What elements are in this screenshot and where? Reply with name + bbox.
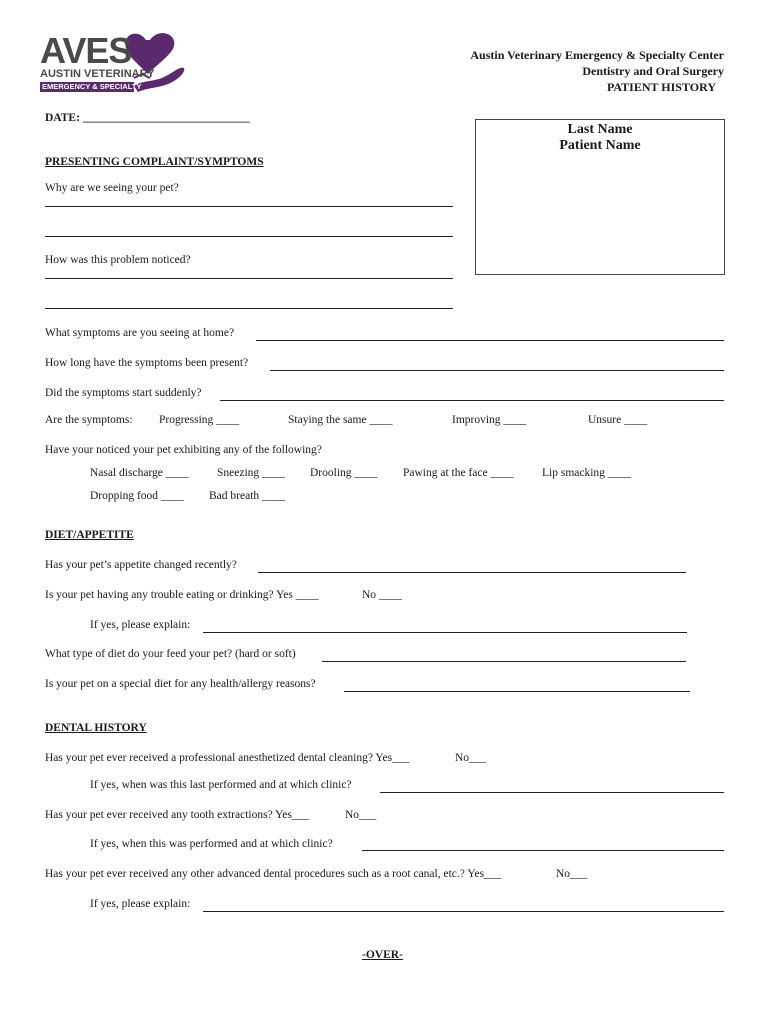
symptom-pawing[interactable]: Pawing at the face ____ [403,467,514,479]
cleaning-when-line[interactable] [380,792,724,793]
symptom-dropping-food[interactable]: Dropping food ____ [90,490,184,502]
logo-line2: EMERGENCY & SPECIALTY [42,82,142,91]
why-seeing-question: Why are we seeing your pet? [45,182,179,194]
trouble-eating-question[interactable]: Is your pet having any trouble eating or drinking? Yes ____ [45,589,319,601]
trouble-eating-no[interactable]: No ____ [362,589,402,601]
symptoms-home-line[interactable] [256,340,724,341]
presenting-heading: PRESENTING COMPLAINT/SYMPTOMS [45,156,264,168]
extractions-when-question: If yes, when this was performed and at which clinic? [90,838,333,850]
trouble-explain-line[interactable] [203,632,687,633]
logo-line1: AUSTIN VETERINARY [40,68,155,80]
aves-logo [38,30,190,96]
how-noticed-line-1[interactable] [45,278,453,279]
option-staying-same[interactable]: Staying the same ____ [288,414,393,426]
special-diet-line[interactable] [344,691,690,692]
diet-heading: DIET/APPETITE [45,529,134,541]
option-progressing[interactable]: Progressing ____ [159,414,240,426]
dental-cleaning-no[interactable]: No___ [455,752,487,764]
logo-main-text: AVES [40,30,132,71]
extractions-no[interactable]: No___ [345,809,377,821]
cleaning-when-question: If yes, when was this last performed and at which clinic? [90,779,352,791]
extractions-question[interactable]: Has your pet ever received any tooth extractions? Yes___ [45,809,310,821]
option-unsure[interactable]: Unsure ____ [588,414,648,426]
header-form-title: PATIENT HISTORY [606,80,716,94]
why-seeing-line-1[interactable] [45,206,453,207]
dental-cleaning-question[interactable]: Has your pet ever received a professional anesthetized dental cleaning? Yes___ [45,752,410,764]
symptom-lip-smacking[interactable]: Lip smacking ____ [542,467,631,479]
option-improving[interactable]: Improving ____ [452,414,527,426]
header-clinic-name: Austin Veterinary Emergency & Specialty Center [470,48,724,62]
advanced-explain-line[interactable] [203,911,724,912]
date-blank: _____________________________ [82,112,250,124]
extractions-when-line[interactable] [362,850,724,851]
advanced-procedures-question[interactable]: Has your pet ever received any other advanced dental procedures such as a root canal, etc.? Yes___ [45,868,502,880]
advanced-procedures-no[interactable]: No___ [556,868,588,880]
symptom-sneezing[interactable]: Sneezing ____ [217,467,286,479]
diet-type-question: What type of diet do your feed your pet? (hard or soft) [45,648,296,660]
patient-name-label: Patient Name [559,138,641,153]
how-noticed-question: How was this problem noticed? [45,254,191,266]
last-name-label: Last Name [567,122,633,137]
symptoms-duration-question: How long have the symptoms been present? [45,357,249,369]
symptoms-sudden-line[interactable] [220,400,724,401]
advanced-explain-label: If yes, please explain: [90,898,191,910]
date-field[interactable] [45,112,250,124]
special-diet-question: Is your pet on a special diet for any health/allergy reasons? [45,678,316,690]
symptom-bad-breath[interactable]: Bad breath ____ [209,490,286,502]
symptoms-duration-line[interactable] [270,370,724,371]
exhibiting-question: Have your noticed your pet exhibiting any of the following? [45,444,322,456]
patient-name-box [475,119,725,275]
symptom-nasal-discharge[interactable]: Nasal discharge ____ [90,467,189,479]
symptoms-label: Are the symptoms: [45,414,133,426]
over-label: -OVER- [362,949,403,961]
header-department: Dentistry and Oral Surgery [582,64,724,78]
diet-type-line[interactable] [322,661,686,662]
symptoms-sudden-question: Did the symptoms start suddenly? [45,387,202,399]
how-noticed-line-2[interactable] [45,308,453,309]
appetite-line[interactable] [258,572,686,573]
appetite-question: Has your pet’s appetite changed recently? [45,559,237,571]
trouble-explain-label: If yes, please explain: [90,619,191,631]
dental-heading: DENTAL HISTORY [45,722,147,734]
symptom-drooling[interactable]: Drooling ____ [310,467,378,479]
symptoms-home-question: What symptoms are you seeing at home? [45,327,235,339]
why-seeing-line-2[interactable] [45,236,453,237]
date-label: DATE: [45,112,83,124]
